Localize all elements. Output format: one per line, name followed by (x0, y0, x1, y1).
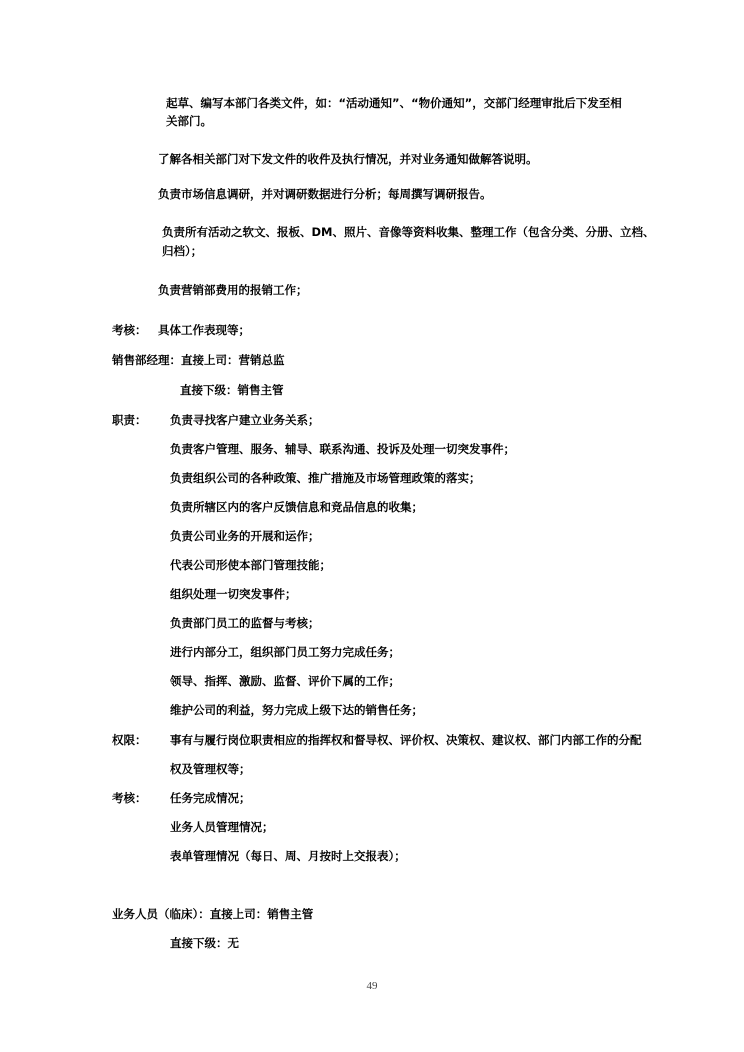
paragraph-line: 起草、编写本部门各类文件，如：“活动通知”、“物价通知”，交部门经理审批后下发至相 (166, 96, 622, 110)
page-number: 49 (366, 980, 378, 992)
list-item: 负责客户管理、服务、辅导、联系沟通、投诉及处理一切突发事件； (170, 442, 515, 456)
paragraph-line: 归档）； (162, 244, 203, 258)
section-label-authority: 权限： (112, 733, 147, 747)
role-heading: 业务人员（临床）：直接上司：销售主管 (112, 907, 314, 921)
list-item: 组织处理一切突发事件； (170, 587, 297, 601)
list-item: 任务完成情况； (170, 791, 251, 805)
paragraph-line: 直接下级：销售主管 (180, 383, 284, 397)
section-label-assessment: 考核： (112, 323, 147, 337)
list-item: 维护公司的利益，努力完成上级下达的销售任务； (170, 703, 423, 717)
paragraph-line: 负责市场信息调研，并对调研数据进行分析；每周撰写调研报告。 (158, 187, 492, 201)
list-item: 负责部门员工的监督与考核； (170, 616, 320, 630)
list-item: 负责所辖区内的客户反馈信息和竞品信息的收集； (170, 500, 423, 514)
paragraph-line: 负责营销部费用的报销工作； (158, 283, 308, 297)
paragraph-line: 负责所有活动之软文、报板、DM、照片、音像等资料收集、整理工作（包含分类、分册、立档、 (162, 225, 655, 239)
list-item: 业务人员管理情况； (170, 820, 274, 834)
paragraph-line: 具体工作表现等； (158, 323, 250, 337)
role-heading: 销售部经理：直接上司：营销总监 (112, 353, 285, 367)
list-item: 负责公司业务的开展和运作； (170, 529, 320, 543)
list-item: 领导、指挥、激励、监督、评价下属的工作； (170, 674, 400, 688)
list-item: 表单管理情况（每日、周、月按时上交报表）； (170, 849, 406, 863)
section-label-duties: 职责： (112, 413, 147, 427)
list-item: 负责寻找客户建立业务关系； (170, 413, 320, 427)
list-item: 事有与履行岗位职责相应的指挥权和督导权、评价权、决策权、建议权、部门内部工作的分配 (170, 733, 642, 747)
paragraph-line: 了解各相关部门对下发文件的收件及执行情况，并对业务通知做解答说明。 (158, 152, 538, 166)
list-item: 进行内部分工，组织部门员工努力完成任务； (170, 645, 400, 659)
paragraph-line: 关部门。 (166, 114, 212, 128)
paragraph-line: 直接下级：无 (170, 936, 239, 950)
section-label-assessment: 考核： (112, 791, 147, 805)
list-item: 代表公司形使本部门管理技能； (170, 558, 331, 572)
list-item: 权及管理权等； (170, 762, 251, 776)
list-item: 负责组织公司的各种政策、推广措施及市场管理政策的落实； (170, 471, 481, 485)
